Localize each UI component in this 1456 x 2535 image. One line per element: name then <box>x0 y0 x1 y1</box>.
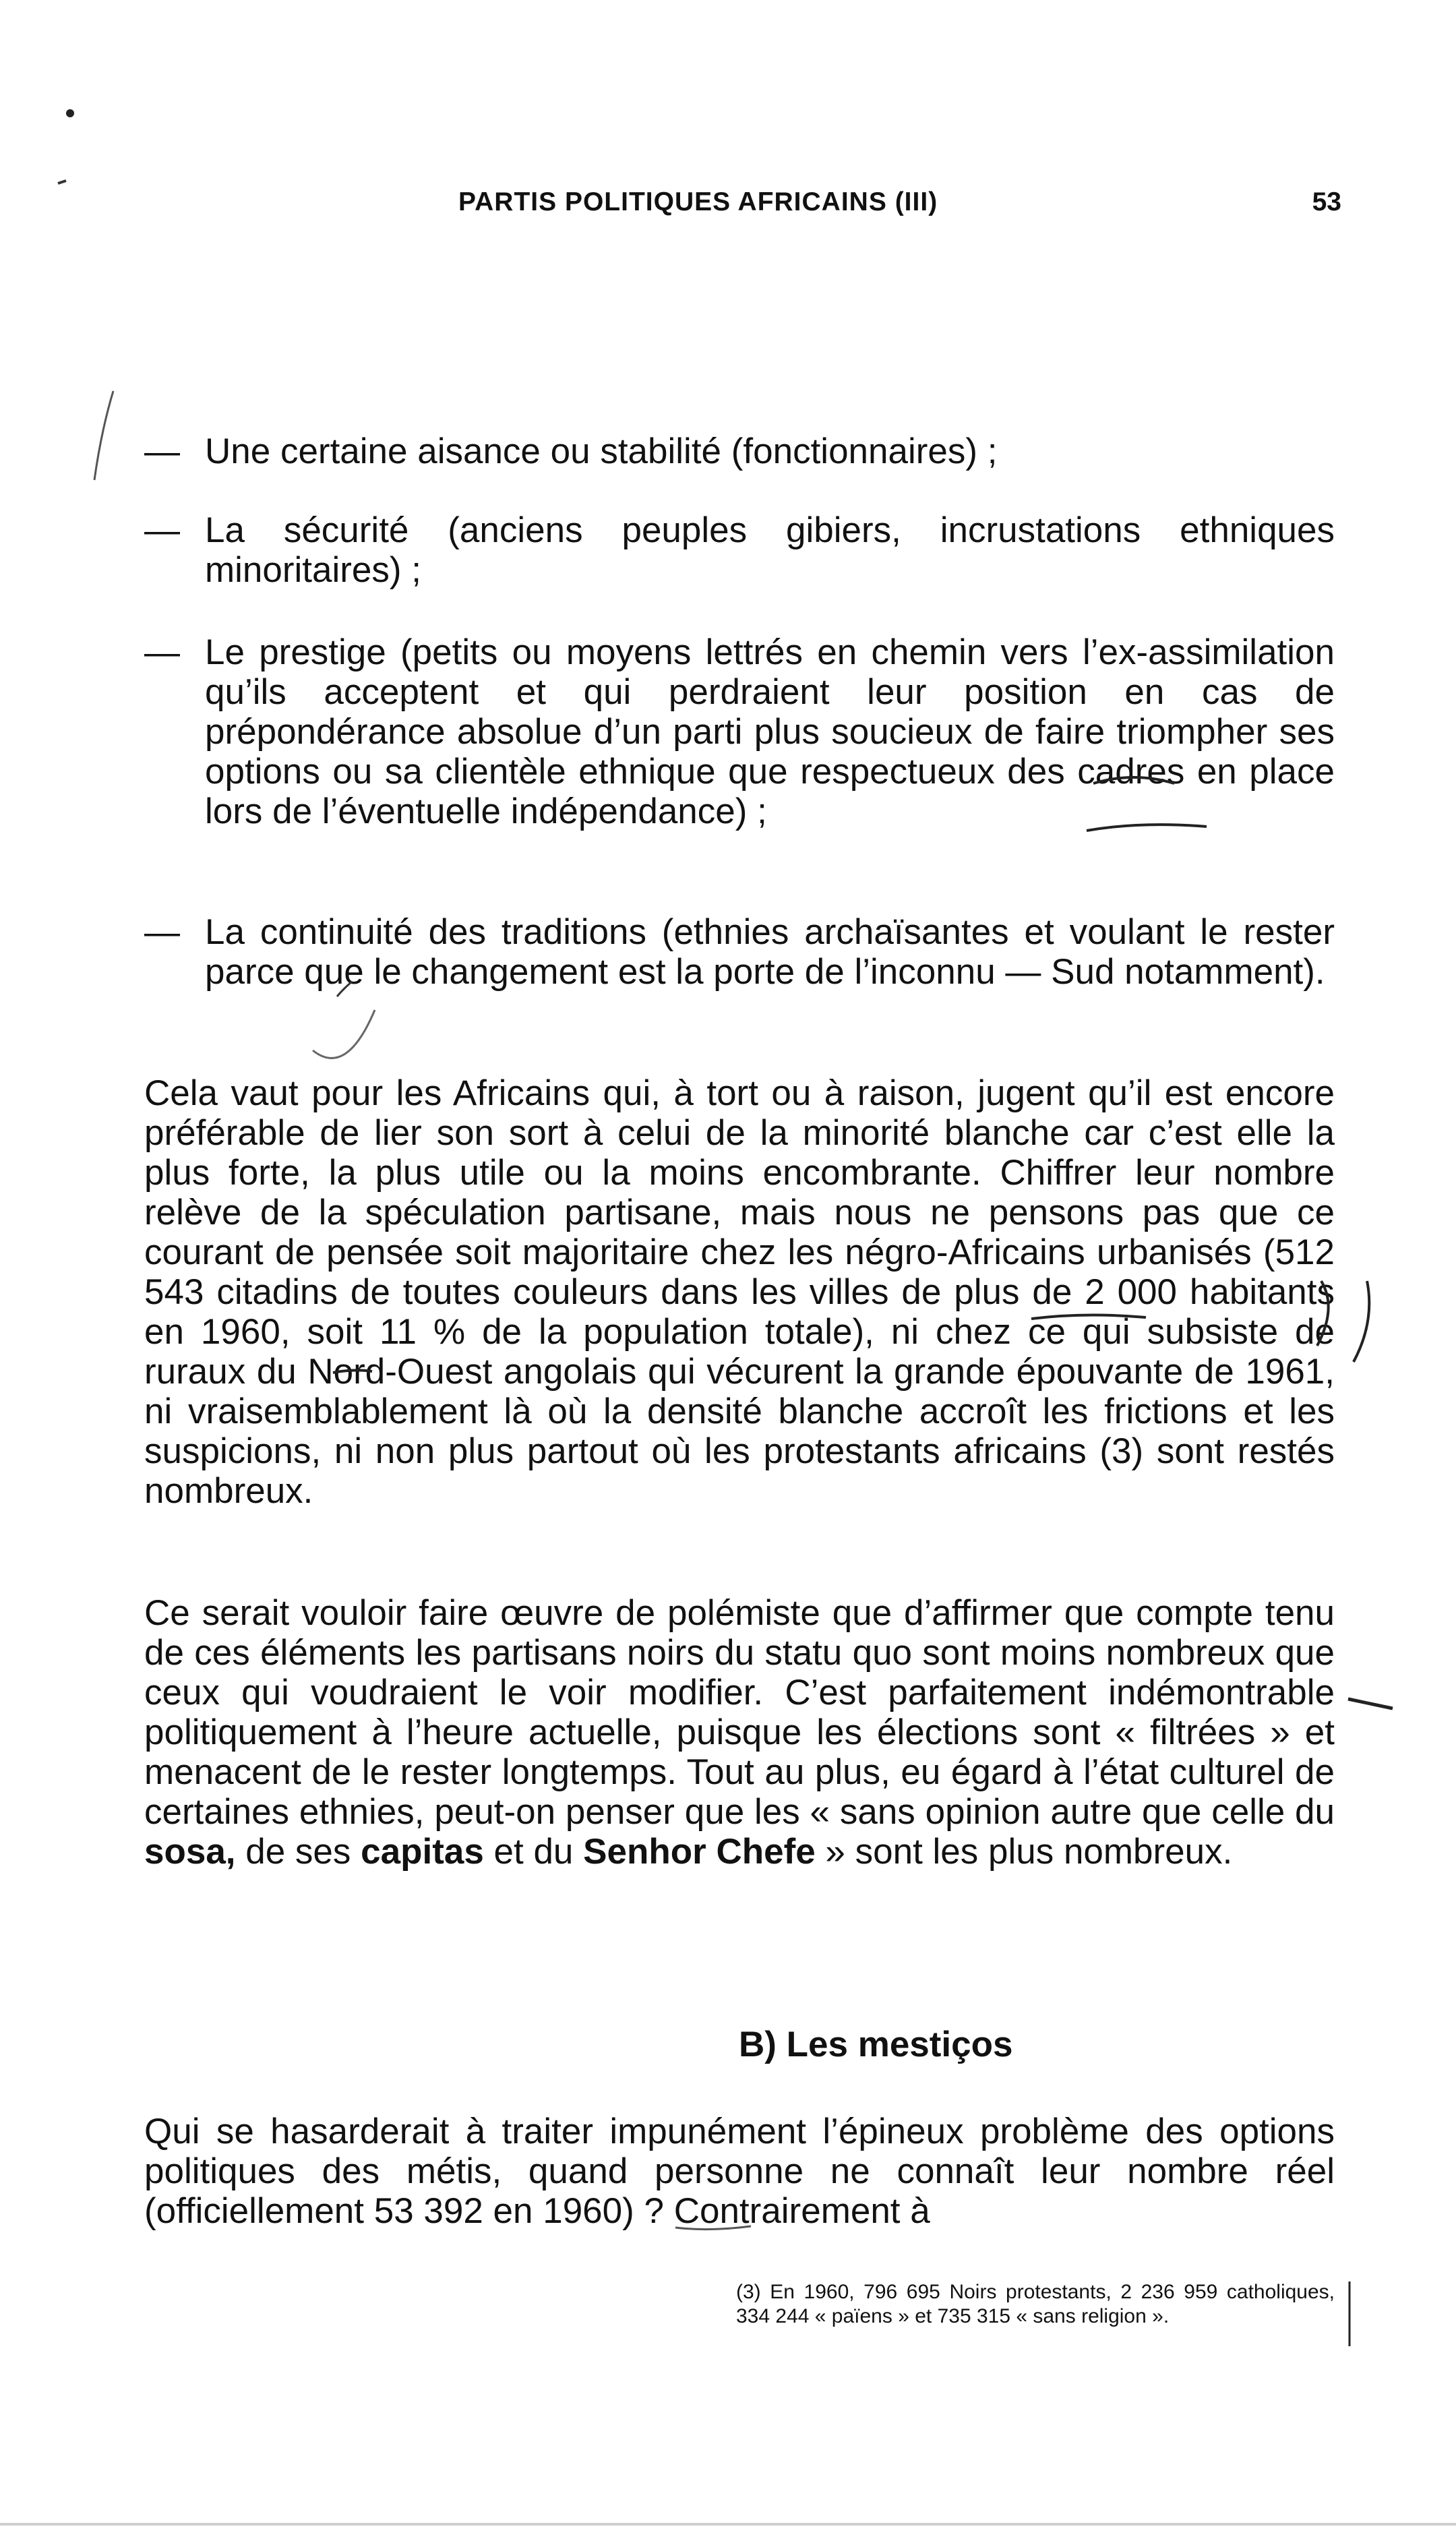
term-sosa: sosa, <box>144 1832 236 1872</box>
page-number: 53 <box>1312 187 1341 216</box>
paragraph-text: Ce serait vouloir faire œuvre de polémiste que d’affirmer que compte tenu de ces éléments les partisans noirs du statu quo sont moins nombreux que ceux qui voudraient le voir modifier. C’est parfaitement indémontrable politiquement à l’heure actuelle, puisque les élections sont « filtrées » et menacent de le rester longtemps. Tout au plus, eu égard à l’état culturel de certaines ethnies, peut-on penser que les « sans opinion autre que celle du <box>144 1593 1335 1832</box>
ink-curve <box>313 1010 375 1058</box>
ink-dot <box>66 109 74 117</box>
paragraph-staying-white-minority: Cela vaut pour les Africains qui, à tort ou à raison, jugent qu’il est encore préférable de lier son sort à celui de la minorité blanche car c’est elle la plus forte, la plus utile ou la moins encombrante. Chiffrer leur nombre relève de la spéculation partisane, mais nous ne pensons pas que ce courant de pensée soit majoritaire chez les négro-Africains urbanisés (512 543 citadins de toutes couleurs dans les villes de plus de 2 000 habitants en 1960, soit 11 % de la population totale), ni chez ce qui subsiste de ruraux du Nord-Ouest angolais qui vécurent la grande épouvante de 1961, ni vraisemblablement là où la densité blanche accroît les frictions et les suspicions, ni non plus partout où les protestants africains (3) sont restés nombreux. <box>144 1073 1335 1511</box>
paragraph-text: de ses <box>235 1832 361 1872</box>
margin-bracket <box>1354 1281 1369 1362</box>
margin-arrow <box>1348 1699 1393 1708</box>
list-item-text: Le prestige (petits ou moyens lettrés en chemin vers l’ex-assimilation qu’ils acceptent et qui perdraient leur position en cas de prépondérance absolue d’un parti plus soucieux de faire triompher ses options ou sa clientèle ethnique que respectueux des cadres en place lors de l’éventuelle indépendance) ; <box>205 632 1335 831</box>
running-header <box>144 187 1341 228</box>
paragraph-mesticos: Qui se hasarderait à traiter impunément l’épineux problème des options politiques des métis, quand personne ne connaît leur nombre réel (officiellement 53 392 en 1960) ? Contrairement à <box>144 2112 1335 2231</box>
footnote: (3) En 1960, 796 695 Noirs protestants, 2 236 959 catholiques, 334 244 « païens » et 735 315 « sans religion ». <box>736 2281 1335 2327</box>
list-item <box>144 431 1335 471</box>
list-dash: — <box>144 431 180 471</box>
list-item-text: Une certaine aisance ou stabilité (fonctionnaires) ; <box>205 431 998 471</box>
term-senhor-chefe: Senhor Chefe <box>583 1832 816 1872</box>
list-item <box>144 632 1335 831</box>
list-item-text: La sécurité (anciens peuples gibiers, incrustations ethniques minoritaires) ; <box>205 510 1335 590</box>
list-dash: — <box>144 632 180 672</box>
term-capitas: capitas <box>361 1832 484 1872</box>
list-dash: — <box>144 912 180 952</box>
list-item-text: La continuité des traditions (ethnies archaïsantes et voulant le rester parce que le changement est la porte de l’inconnu — Sud notamment). <box>205 912 1335 992</box>
page-edge-rule <box>0 2523 1456 2526</box>
section-subheading: B) Les mestiços <box>739 2025 1013 2064</box>
ink-tick <box>58 181 66 183</box>
list-item <box>144 912 1335 992</box>
paragraph-text: et du <box>483 1832 584 1872</box>
list-item <box>144 510 1335 590</box>
running-title: PARTIS POLITIQUES AFRICAINS (III) <box>458 187 938 216</box>
margin-stroke <box>94 391 113 480</box>
paragraph-text: » sont les plus nombreux. <box>815 1832 1233 1872</box>
list-dash: — <box>144 510 180 550</box>
paragraph-status-quo <box>144 1593 1335 1872</box>
